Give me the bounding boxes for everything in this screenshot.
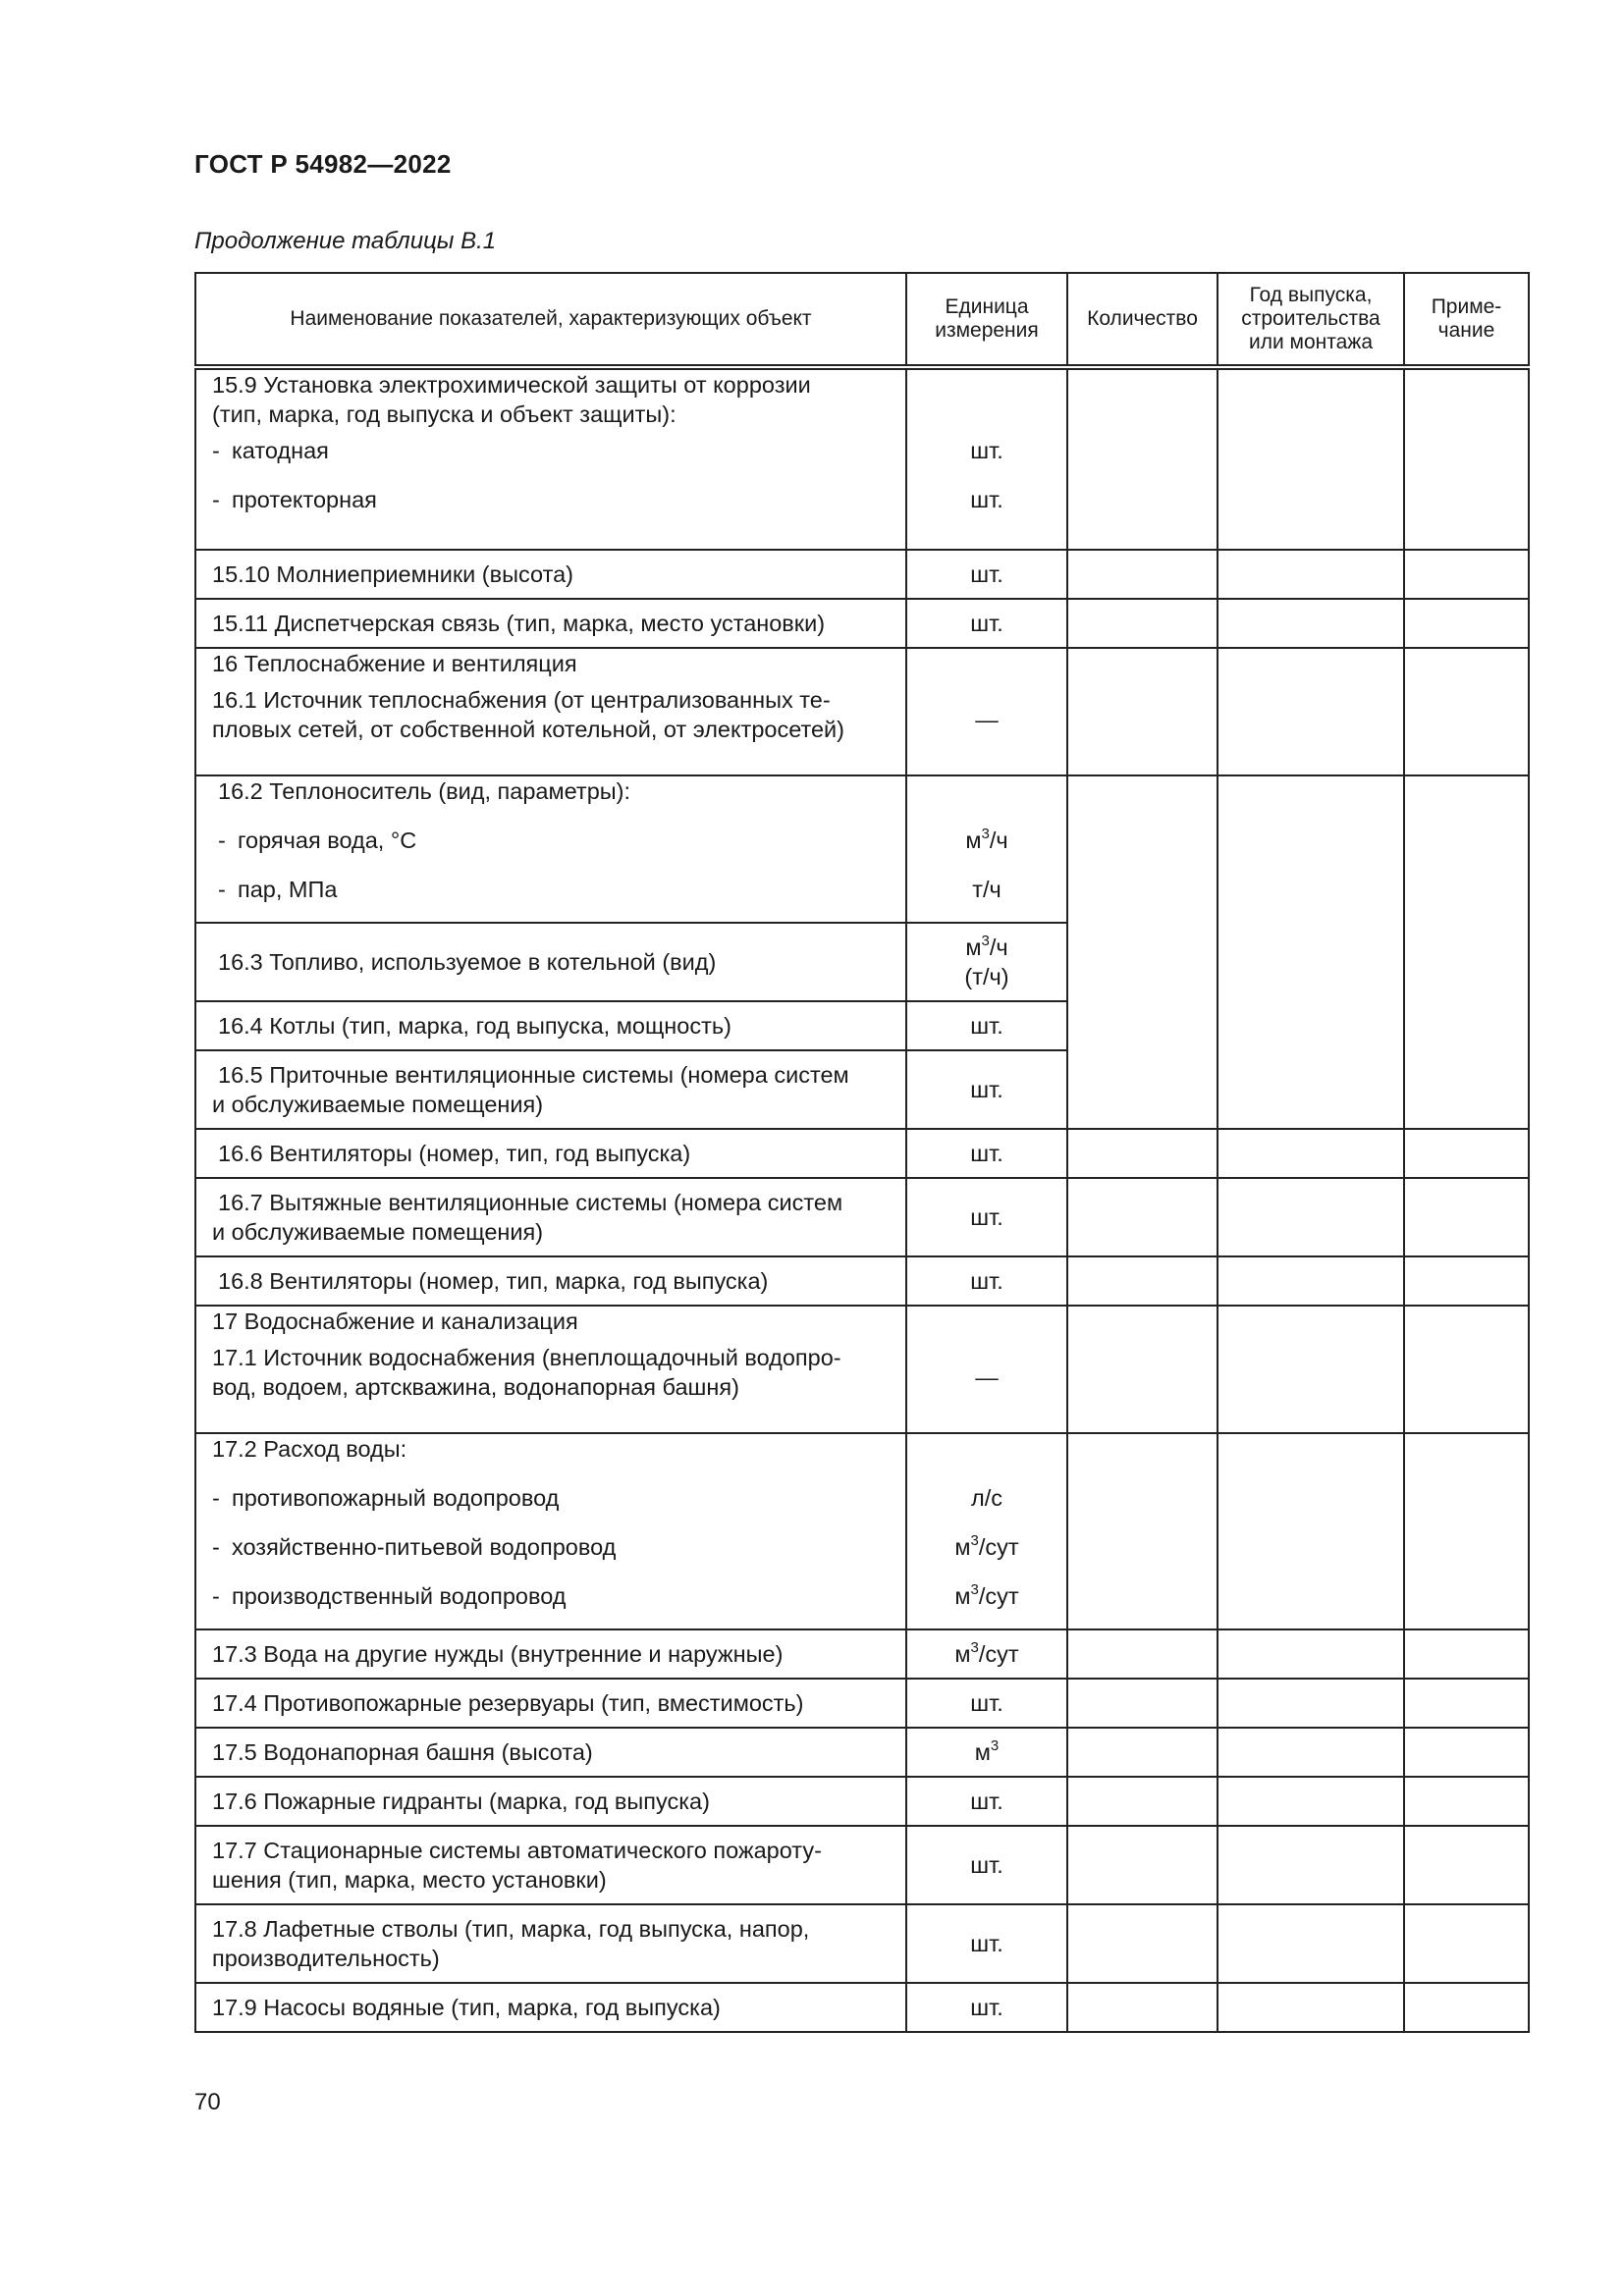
row-name-17-7: 17.7 Стационарные системы автоматического пожароту- шения (тип, марка, место установки)	[195, 1826, 906, 1904]
row-unit-17-5: $м^3$	[906, 1728, 1067, 1777]
table-row	[195, 1826, 1529, 1904]
row-unit-17: —	[906, 1306, 1067, 1433]
note-cell	[1404, 1178, 1529, 1256]
note-cell	[1404, 1983, 1529, 2032]
table-row	[195, 1983, 1529, 2032]
data-table	[194, 272, 1530, 2033]
row-name-16-7: 16.7 Вытяжные вентиляционные системы (номера систем и обслуживаемые помещения)	[195, 1178, 906, 1256]
table-row	[195, 1129, 1529, 1178]
table-row	[195, 1629, 1529, 1679]
note-cell	[1404, 1256, 1529, 1306]
note-cell	[1404, 1433, 1529, 1629]
row-name-16-6: 16.6 Вентиляторы (номер, тип, год выпуска)	[195, 1129, 906, 1178]
document-code: ГОСТ Р 54982—2022	[194, 149, 452, 179]
table-row	[195, 1306, 1529, 1433]
row-name-17: 17 Водоснабжение и канализация 17.1 Источник водоснабжения (внеплощадочный водопро- вод, водоем, артскважина, водонапорная башня)	[195, 1306, 906, 1433]
year-cell	[1218, 599, 1404, 648]
header-year: Год выпуска, строительства или монтажа	[1218, 273, 1404, 367]
year-cell	[1218, 1129, 1404, 1178]
row-name-17-9: 17.9 Насосы водяные (тип, марка, год выпуска)	[195, 1983, 906, 2032]
row-name-15-9: 15.9 Установка электрохимической защиты от коррозии (тип, марка, год выпуска и объект защиты): - катодная - протекторная	[195, 367, 906, 550]
row-unit-16: —	[906, 648, 1067, 775]
qty-cell	[1067, 550, 1218, 599]
table-row	[195, 1178, 1529, 1256]
row-name-15-10: 15.10 Молниеприемники (высота)	[195, 550, 906, 599]
table-row	[195, 1904, 1529, 1983]
year-cell	[1218, 1629, 1404, 1679]
header-unit: Единица измерения	[906, 273, 1067, 367]
note-cell	[1404, 1679, 1529, 1728]
row-unit-16-8: шт.	[906, 1256, 1067, 1306]
row-unit-16-6: шт.	[906, 1129, 1067, 1178]
row-name-16-8: 16.8 Вентиляторы (номер, тип, марка, год выпуска)	[195, 1256, 906, 1306]
table-row	[195, 1679, 1529, 1728]
header-name: Наименование показателей, характеризующих объект	[195, 273, 906, 367]
note-cell	[1404, 550, 1529, 599]
qty-cell	[1067, 599, 1218, 648]
table-row	[195, 775, 1529, 923]
row-unit-17-9: шт.	[906, 1983, 1067, 2032]
year-cell	[1218, 1679, 1404, 1728]
row-unit-17-4: шт.	[906, 1679, 1067, 1728]
row-unit-16-3: $м^3/ч$ (т/ч)	[906, 923, 1067, 1001]
year-cell	[1218, 1256, 1404, 1306]
qty-cell	[1067, 648, 1218, 775]
note-cell	[1404, 1129, 1529, 1178]
qty-cell	[1067, 1433, 1218, 1629]
row-unit-16-7: шт.	[906, 1178, 1067, 1256]
page-number: 70	[194, 2089, 221, 2115]
qty-cell	[1067, 367, 1218, 550]
year-cell	[1218, 1178, 1404, 1256]
year-cell	[1218, 1433, 1404, 1629]
qty-cell	[1067, 1904, 1218, 1983]
row-name-17-6: 17.6 Пожарные гидранты (марка, год выпуска)	[195, 1777, 906, 1826]
header-quantity: Количество	[1067, 273, 1218, 367]
row-unit-15-10: шт.	[906, 550, 1067, 599]
table-row	[195, 367, 1529, 550]
year-cell	[1218, 1777, 1404, 1826]
table-caption: Продолжение таблицы В.1	[194, 228, 497, 254]
year-cell	[1218, 775, 1404, 1129]
qty-cell	[1067, 1178, 1218, 1256]
row-name-17-3: 17.3 Вода на другие нужды (внутренние и наружные)	[195, 1629, 906, 1679]
qty-cell	[1067, 1629, 1218, 1679]
table-row	[195, 1256, 1529, 1306]
qty-cell	[1067, 775, 1218, 1129]
qty-cell	[1067, 1679, 1218, 1728]
qty-cell	[1067, 1256, 1218, 1306]
note-cell	[1404, 648, 1529, 775]
row-unit-16-5: шт.	[906, 1050, 1067, 1129]
year-cell	[1218, 550, 1404, 599]
table-row	[195, 1433, 1529, 1629]
year-cell	[1218, 1983, 1404, 2032]
note-cell	[1404, 1728, 1529, 1777]
qty-cell	[1067, 1826, 1218, 1904]
table-row	[195, 1728, 1529, 1777]
header-row	[195, 273, 1529, 367]
qty-cell	[1067, 1728, 1218, 1777]
row-name-16-4: 16.4 Котлы (тип, марка, год выпуска, мощность)	[195, 1001, 906, 1050]
note-cell	[1404, 775, 1529, 1129]
row-unit-16-4: шт.	[906, 1001, 1067, 1050]
row-name-16-5: 16.5 Приточные вентиляционные системы (номера систем и обслуживаемые помещения)	[195, 1050, 906, 1129]
row-name-17-8: 17.8 Лафетные стволы (тип, марка, год выпуска, напор, производительность)	[195, 1904, 906, 1983]
qty-cell	[1067, 1777, 1218, 1826]
row-name-17-5: 17.5 Водонапорная башня (высота)	[195, 1728, 906, 1777]
note-cell	[1404, 1306, 1529, 1433]
row-unit-17-6: шт.	[906, 1777, 1067, 1826]
row-name-16: 16 Теплоснабжение и вентиляция 16.1 Источник теплоснабжения (от централизованных те- пловых сетей, от собственной котельной, от электросетей)	[195, 648, 906, 775]
year-cell	[1218, 1904, 1404, 1983]
qty-cell	[1067, 1129, 1218, 1178]
row-unit-17-8: шт.	[906, 1904, 1067, 1983]
note-cell	[1404, 367, 1529, 550]
row-unit-17-2: л/с $м^3$/сут $м^3$/сут	[906, 1433, 1067, 1629]
table-row	[195, 648, 1529, 775]
table-row	[195, 599, 1529, 648]
note-cell	[1404, 1629, 1529, 1679]
header-note: Приме- чание	[1404, 273, 1529, 367]
row-unit-15-11: шт.	[906, 599, 1067, 648]
qty-cell	[1067, 1983, 1218, 2032]
row-unit-17-7: шт.	[906, 1826, 1067, 1904]
note-cell	[1404, 1826, 1529, 1904]
row-unit-16-2: $м^3/ч$ т/ч	[906, 775, 1067, 923]
table-row	[195, 550, 1529, 599]
note-cell	[1404, 1904, 1529, 1983]
row-unit-15-9: шт. шт.	[906, 367, 1067, 550]
row-name-16-2: 16.2 Теплоноситель (вид, параметры): - горячая вода, °С - пар, МПа	[195, 775, 906, 923]
year-cell	[1218, 1306, 1404, 1433]
table-row	[195, 1777, 1529, 1826]
row-name-15-11: 15.11 Диспетчерская связь (тип, марка, место установки)	[195, 599, 906, 648]
year-cell	[1218, 367, 1404, 550]
year-cell	[1218, 1826, 1404, 1904]
row-name-17-2: 17.2 Расход воды: - противопожарный водопровод - хозяйственно-питьевой водопровод - производственный водопровод	[195, 1433, 906, 1629]
row-name-16-3: 16.3 Топливо, используемое в котельной (вид)	[195, 923, 906, 1001]
note-cell	[1404, 1777, 1529, 1826]
year-cell	[1218, 648, 1404, 775]
row-unit-17-3: $м^3$/сут	[906, 1629, 1067, 1679]
qty-cell	[1067, 1306, 1218, 1433]
note-cell	[1404, 599, 1529, 648]
row-name-17-4: 17.4 Противопожарные резервуары (тип, вместимость)	[195, 1679, 906, 1728]
year-cell	[1218, 1728, 1404, 1777]
